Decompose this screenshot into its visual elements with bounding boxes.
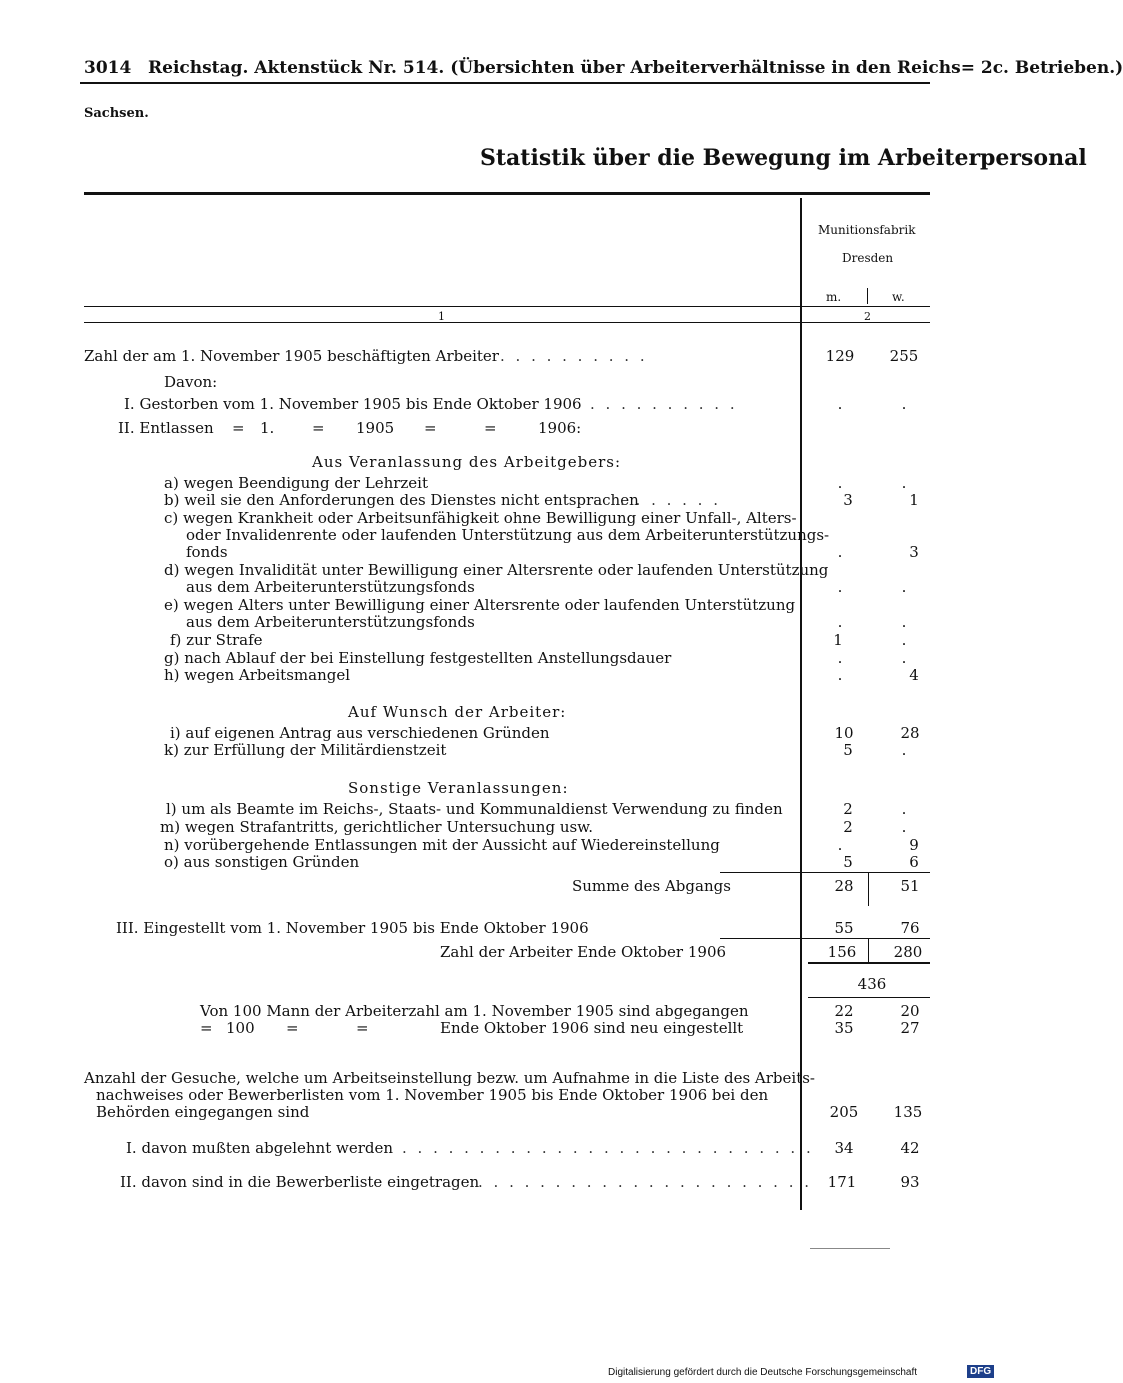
row-g-label: g) nach Ablauf der bei Einstellung festgestellten Anstellungsdauer (164, 649, 672, 667)
cell-w: . (901, 613, 907, 631)
employer-heading: Aus Veranlassung des Arbeitgebers: (312, 453, 622, 471)
page-header-title: Reichstag. Aktenstück Nr. 514. (Übersichten über Arbeiterverhältnisse in den Reichs= 2c. Betrieben.) (148, 58, 1123, 78)
total-rule (808, 997, 930, 998)
col-header-name2: Dresden (842, 251, 894, 265)
cell-w: 255 (889, 347, 919, 365)
cell-m: 129 (825, 347, 855, 365)
section-title: Statistik über die Bewegung im Arbeiterpersonal (480, 145, 1087, 171)
row-k-label: k) zur Erfüllung der Militärdienstzeit (164, 741, 447, 759)
row-m-label: m) wegen Strafantritts, gerichtlicher Untersuchung usw. (160, 818, 594, 836)
cell-m: 3 (843, 491, 853, 509)
row-c-line2: oder Invalidenrente oder laufenden Unterstützung aus dem Arbeiterunterstützungs- (186, 526, 830, 544)
table-top-rule (84, 192, 930, 195)
cell-w: . (901, 395, 907, 413)
cell-w: . (901, 649, 907, 667)
cell-w: 93 (900, 1173, 920, 1191)
row-b-label: b) weil sie den Anforderungen des Dienstes nicht entsprachen (164, 491, 639, 509)
cell-m: . (837, 836, 843, 854)
row-l-label: l) um als Beamte im Reichs-, Staats- und Kommunaldienst Verwendung zu finden (166, 800, 783, 818)
cell-w: 27 (900, 1019, 920, 1037)
row-hired-label: III. Eingestellt vom 1. November 1905 bis Ende Oktober 1906 (116, 919, 589, 937)
cell-m: . (837, 666, 843, 684)
col-number-1: 1 (438, 310, 445, 323)
cell-w: 9 (909, 836, 919, 854)
row-dismissed-label: II. Entlassen (118, 419, 214, 437)
row-a-label: a) wegen Beendigung der Lehrzeit (164, 474, 429, 492)
dfg-logo: DFG (967, 1365, 994, 1378)
cell-m: . (837, 543, 843, 561)
cell-w: 1 (909, 491, 919, 509)
cell-w: . (901, 578, 907, 596)
cell-w: 6 (909, 853, 919, 871)
sum-mw-divider (868, 872, 869, 906)
cell-m: 34 (834, 1139, 854, 1157)
row-d-line2: aus dem Arbeiterunterstützungsfonds (186, 578, 475, 596)
leader-dots: . . . . . . . . . . (590, 395, 738, 413)
cell-m: 5 (843, 741, 853, 759)
cell-m: 55 (834, 919, 854, 937)
row-died-label: I. Gestorben vom 1. November 1905 bis Ende Oktober 1906 (124, 395, 582, 413)
ditto-mark: = (424, 419, 437, 437)
cell-m: 171 (827, 1173, 857, 1191)
row-employed-start-label: Zahl der am 1. November 1905 beschäftigten Arbeiter (84, 347, 499, 365)
row-i-label: i) auf eigenen Antrag aus verschiedenen Gründen (170, 724, 550, 742)
row-h-label: h) wegen Arbeitsmangel (164, 666, 351, 684)
ditto-mark: = (200, 1019, 213, 1037)
cell-m: 10 (834, 724, 854, 742)
row-c-line1: c) wegen Krankheit oder Arbeitsunfähigkeit ohne Bewilligung einer Unfall-, Alters- (164, 509, 797, 527)
page-number: 3014 (84, 58, 132, 78)
ditto-mark: = (312, 419, 325, 437)
cell-m: . (837, 474, 843, 492)
region-label: Sachsen. (84, 106, 149, 121)
cell-w: . (901, 741, 907, 759)
dismissed-day: 1. (260, 419, 275, 437)
dismissed-year: 1905 (356, 419, 395, 437)
leader-dots: . . . . . . . . . . . . . . . . . . . . . . (478, 1173, 813, 1191)
sum-rule (720, 872, 930, 873)
leader-dots: . . . . . . . . . . . . . . . . . . . . . . . . . . . (402, 1139, 814, 1157)
row-applications-line1: Anzahl der Gesuche, welche um Arbeitseinstellung bezw. um Aufnahme in die Liste des Arbeits- (84, 1069, 816, 1087)
row-o-label: o) aus sonstigen Gründen (164, 853, 360, 871)
cell-m: 205 (829, 1103, 859, 1121)
cell-w: . (901, 800, 907, 818)
cell-w: 76 (900, 919, 920, 937)
cell-w: . (901, 474, 907, 492)
cell-m: 5 (843, 853, 853, 871)
ditto-mark: = (356, 1019, 369, 1037)
col-header-name1: Munitionsfabrik (818, 223, 916, 237)
other-heading: Sonstige Veranlassungen: (348, 779, 569, 797)
col-number-2: 2 (864, 310, 871, 323)
row-per100-out-label: Von 100 Mann der Arbeiterzahl am 1. November 1905 sind abgegangen (200, 1002, 749, 1020)
worker-heading: Auf Wunsch der Arbeiter: (348, 703, 567, 721)
cell-m: 1 (833, 631, 843, 649)
cell-w: 20 (900, 1002, 920, 1020)
cell-w: 4 (909, 666, 919, 684)
header-rule (80, 82, 930, 84)
cell-w: 135 (893, 1103, 923, 1121)
row-e-line2: aus dem Arbeiterunterstützungsfonds (186, 613, 475, 631)
header-rule-2 (84, 322, 930, 323)
cell-m: 35 (834, 1019, 854, 1037)
row-sum-label: Summe des Abgangs (572, 877, 731, 895)
header-rule-1 (84, 306, 930, 307)
cell-w: . (901, 818, 907, 836)
cell-m: 22 (834, 1002, 854, 1020)
cell-w: . (901, 631, 907, 649)
col-header-w: w. (892, 290, 905, 304)
cell-m: 2 (843, 818, 853, 836)
cell-w: 42 (900, 1139, 920, 1157)
cell-m: . (837, 578, 843, 596)
dismissed-end-year: 1906: (538, 419, 582, 437)
ditto-mark: = (232, 419, 245, 437)
davon-label: Davon: (164, 373, 218, 391)
bottom-fragment-rule (810, 1248, 890, 1249)
row-end-label: Zahl der Arbeiter Ende Oktober 1906 (440, 943, 727, 961)
row-d-line1: d) wegen Invalidität unter Bewilligung einer Altersrente oder laufenden Unterstützung (164, 561, 829, 579)
ditto-mark: = (286, 1019, 299, 1037)
ditto-mark: = (484, 419, 497, 437)
per100-number: 100 (226, 1019, 255, 1037)
row-n-label: n) vorübergehende Entlassungen mit der Aussicht auf Wiedereinstellung (164, 836, 720, 854)
cell-w: 28 (900, 724, 920, 742)
row-rejected-label: I. davon mußten abgelehnt werden (126, 1139, 394, 1157)
row-f-label: f) zur Strafe (170, 631, 263, 649)
cell-w: 51 (900, 877, 920, 895)
cell-w: 280 (893, 943, 923, 961)
mw-divider (867, 288, 868, 304)
row-per100-in-label: Ende Oktober 1906 sind neu eingestellt (440, 1019, 744, 1037)
leader-dots: . . . . . . . (620, 491, 721, 509)
row-applications-line2: nachweises oder Bewerberlisten vom 1. November 1905 bis Ende Oktober 1906 bei den (96, 1086, 769, 1104)
leader-dots: . . . . . . . . . . (500, 347, 648, 365)
end-mw-divider (868, 938, 869, 962)
cell-m: 2 (843, 800, 853, 818)
total-workers: 436 (857, 975, 887, 993)
row-e-line1: e) wegen Alters unter Bewilligung einer Altersrente oder laufenden Unterstützung (164, 596, 796, 614)
col-header-m: m. (826, 290, 842, 304)
end-bottom-rule (808, 962, 930, 964)
cell-m: . (837, 395, 843, 413)
row-applications-line3: Behörden eingegangen sind (96, 1103, 310, 1121)
row-registered-label: II. davon sind in die Bewerberliste eingetragen (120, 1173, 480, 1191)
row-c-line3: fonds (186, 543, 228, 561)
cell-m: 156 (827, 943, 857, 961)
cell-m: . (837, 613, 843, 631)
footer-credit: Digitalisierung gefördert durch die Deutsche Forschungsgemeinschaft (608, 1367, 918, 1378)
column-divider (800, 198, 802, 1210)
cell-m: 28 (834, 877, 854, 895)
cell-w: 3 (909, 543, 919, 561)
cell-m: . (837, 649, 843, 667)
end-top-rule (720, 938, 930, 939)
